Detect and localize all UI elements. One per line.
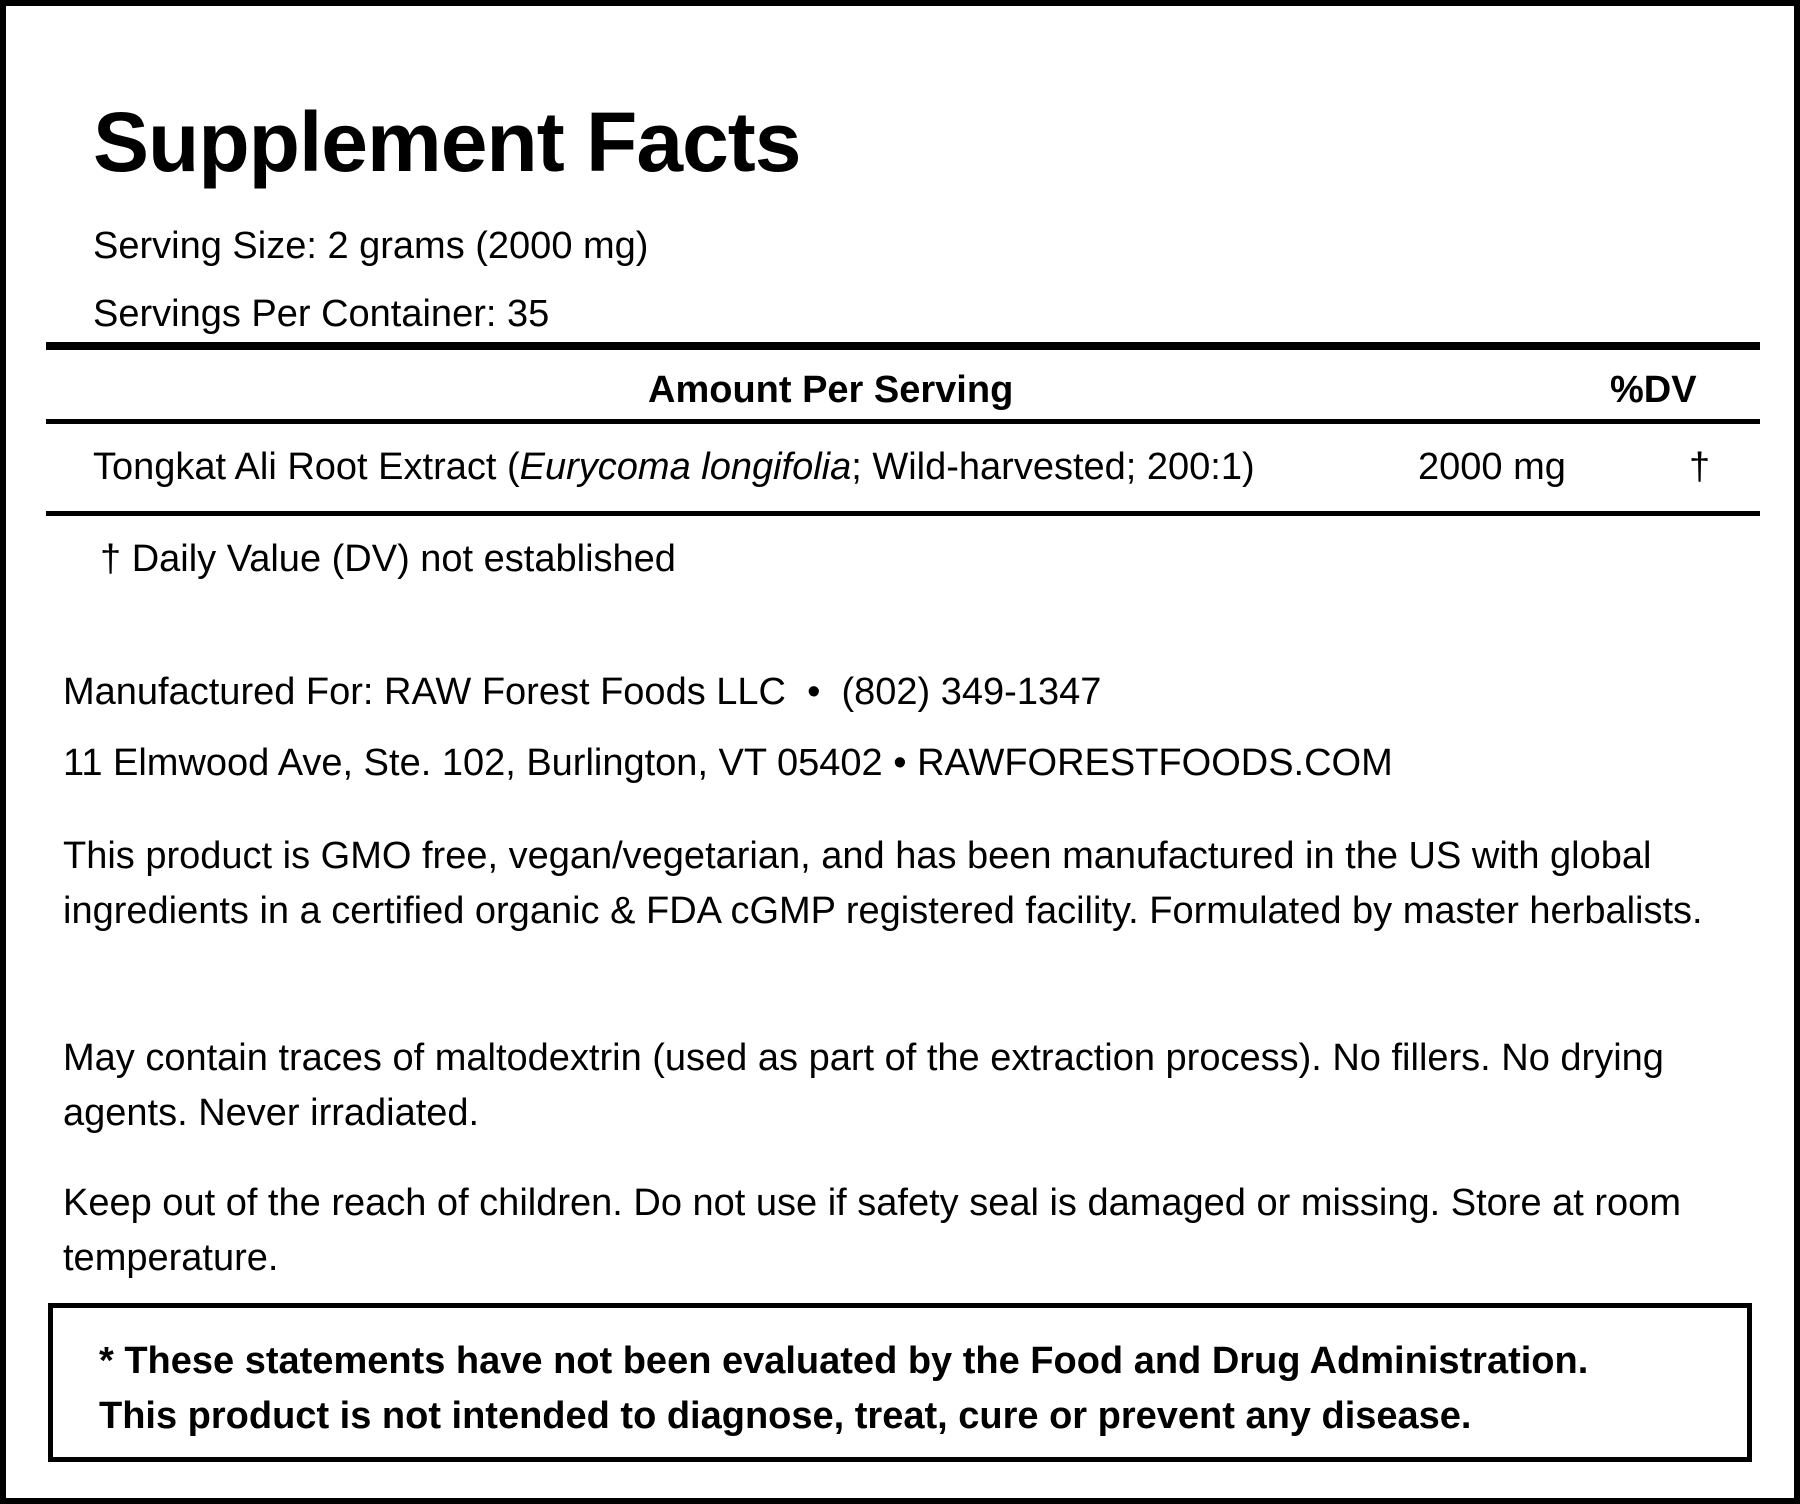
table-bottom-rule bbox=[46, 511, 1760, 516]
disclaimer-line-2: This product is not intended to diagnose, treat, cure or prevent any disease. bbox=[99, 1395, 1472, 1437]
serving-size: Serving Size: 2 grams (2000 mg) bbox=[93, 225, 649, 267]
gmo-statement: This product is GMO free, vegan/vegetarian, and has been manufactured in the US with global ingredients in a certified organic & FDA cGMP registered facility. Formulated by master herbalists. bbox=[63, 835, 1703, 932]
ingredient-dv: † bbox=[1689, 446, 1711, 488]
storage-statement: Keep out of the reach of children. Do not use if safety seal is damaged or missing. Store at room temperature. bbox=[63, 1182, 1681, 1279]
ingredient-name-suffix: ; Wild-harvested; 200:1) bbox=[851, 446, 1255, 488]
dv-header: %DV bbox=[1610, 369, 1697, 411]
ingredient-name-prefix: Tongkat Ali Root Extract ( bbox=[93, 446, 520, 488]
header-rule bbox=[46, 419, 1760, 424]
amount-per-serving-header: Amount Per Serving bbox=[648, 369, 1014, 411]
fda-disclaimer-box bbox=[48, 1303, 1752, 1462]
page-title: Supplement Facts bbox=[93, 95, 801, 189]
disclaimer-line-1: * These statements have not been evaluated by the Food and Drug Administration. bbox=[99, 1340, 1589, 1382]
manufacturer-line: Manufactured For: RAW Forest Foods LLC • (802) 349-1347 bbox=[63, 671, 1102, 713]
ingredient-name bbox=[93, 444, 1255, 490]
address-line: 11 Elmwood Ave, Ste. 102, Burlington, VT 05402 • RAWFORESTFOODS.COM bbox=[63, 742, 1393, 784]
ingredient-botanical-name: Eurycoma longifolia bbox=[519, 446, 852, 488]
maltodextrin-statement: May contain traces of maltodextrin (used as part of the extraction process). No fillers. No drying agents. Never irradiated. bbox=[63, 1037, 1664, 1134]
ingredient-amount: 2000 mg bbox=[1418, 446, 1566, 488]
servings-per-container: Servings Per Container: 35 bbox=[93, 293, 550, 335]
dv-footnote: † Daily Value (DV) not established bbox=[100, 538, 676, 580]
table-top-rule bbox=[46, 342, 1760, 350]
